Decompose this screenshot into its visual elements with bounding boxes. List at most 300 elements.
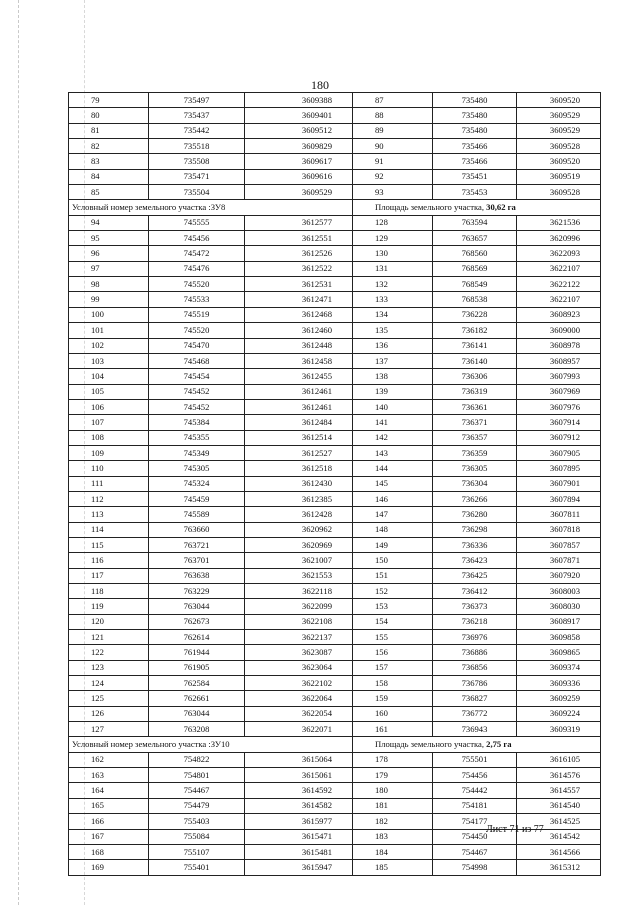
coordinates-table: [68, 92, 601, 876]
y-coordinate-cell: 3612385: [245, 491, 353, 506]
table-row: [69, 445, 601, 460]
y-coordinate-cell: 3614540: [517, 798, 601, 813]
y-coordinate-cell: 3612526: [245, 246, 353, 261]
y-coordinate-cell: 3609529: [517, 123, 601, 138]
point-number-cell: 101: [69, 323, 149, 338]
y-coordinate-cell: 3609865: [517, 645, 601, 660]
table-row: [69, 277, 601, 292]
x-coordinate-cell: 763044: [149, 706, 245, 721]
y-coordinate-cell: 3607871: [517, 553, 601, 568]
point-number-cell: 140: [353, 399, 433, 414]
y-coordinate-cell: 3609528: [517, 185, 601, 200]
y-coordinate-cell: 3609401: [245, 108, 353, 123]
table-row: [69, 139, 601, 154]
margin-line-left: [18, 0, 19, 905]
point-number-cell: 137: [353, 353, 433, 368]
y-coordinate-cell: 3608923: [517, 307, 601, 322]
table-row: [69, 154, 601, 169]
x-coordinate-cell: 745533: [149, 292, 245, 307]
x-coordinate-cell: 736298: [433, 522, 517, 537]
x-coordinate-cell: 745476: [149, 261, 245, 276]
point-number-cell: 158: [353, 676, 433, 691]
y-coordinate-cell: 3622093: [517, 246, 601, 261]
y-coordinate-cell: 3609374: [517, 660, 601, 675]
point-number-cell: 126: [69, 706, 149, 721]
x-coordinate-cell: 735480: [433, 108, 517, 123]
x-coordinate-cell: 735466: [433, 154, 517, 169]
parcel-area-label: [353, 200, 601, 215]
table-row: [69, 461, 601, 476]
x-coordinate-cell: 745324: [149, 476, 245, 491]
point-number-cell: 168: [69, 844, 149, 859]
point-number-cell: 116: [69, 553, 149, 568]
table-row: [69, 783, 601, 798]
point-number-cell: 106: [69, 399, 149, 414]
x-coordinate-cell: 736319: [433, 384, 517, 399]
point-number-cell: 138: [353, 369, 433, 384]
table-row: [69, 599, 601, 614]
y-coordinate-cell: 3612461: [245, 384, 353, 399]
y-coordinate-cell: 3614566: [517, 844, 601, 859]
x-coordinate-cell: 736280: [433, 507, 517, 522]
table-row: [69, 338, 601, 353]
point-number-cell: 149: [353, 537, 433, 552]
point-number-cell: 142: [353, 430, 433, 445]
table-row: [69, 768, 601, 783]
parcel-area-caption: Площадь земельного участка,: [375, 202, 487, 213]
y-coordinate-cell: 3615061: [245, 768, 353, 783]
x-coordinate-cell: 736373: [433, 599, 517, 614]
point-number-cell: 100: [69, 307, 149, 322]
table-row: [69, 706, 601, 721]
table-row: [69, 108, 601, 123]
point-number-cell: 180: [353, 783, 433, 798]
table-row: [69, 323, 601, 338]
y-coordinate-cell: 3607969: [517, 384, 601, 399]
y-coordinate-cell: 3609336: [517, 676, 601, 691]
point-number-cell: 99: [69, 292, 149, 307]
table-row: [69, 645, 601, 660]
x-coordinate-cell: 763208: [149, 722, 245, 737]
table-row: [69, 415, 601, 430]
table-row: [69, 491, 601, 506]
x-coordinate-cell: 745555: [149, 215, 245, 230]
x-coordinate-cell: 755401: [149, 860, 245, 875]
x-coordinate-cell: 735451: [433, 169, 517, 184]
x-coordinate-cell: 736357: [433, 430, 517, 445]
point-number-cell: 181: [353, 798, 433, 813]
y-coordinate-cell: 3609616: [245, 169, 353, 184]
point-number-cell: 97: [69, 261, 149, 276]
point-number-cell: 184: [353, 844, 433, 859]
point-number-cell: 89: [353, 123, 433, 138]
point-number-cell: 130: [353, 246, 433, 261]
point-number-cell: 122: [69, 645, 149, 660]
point-number-cell: 160: [353, 706, 433, 721]
parcel-number-label: Условный номер земельного участка :ЗУ10: [69, 737, 353, 752]
x-coordinate-cell: 735437: [149, 108, 245, 123]
point-number-cell: 105: [69, 384, 149, 399]
y-coordinate-cell: 3622118: [245, 584, 353, 599]
point-number-cell: 146: [353, 491, 433, 506]
y-coordinate-cell: 3612551: [245, 231, 353, 246]
x-coordinate-cell: 736943: [433, 722, 517, 737]
y-coordinate-cell: 3614592: [245, 783, 353, 798]
y-coordinate-cell: 3623064: [245, 660, 353, 675]
table-row: [69, 123, 601, 138]
x-coordinate-cell: 745519: [149, 307, 245, 322]
x-coordinate-cell: 736141: [433, 338, 517, 353]
point-number-cell: 111: [69, 476, 149, 491]
parcel-area-value: 30,62 га: [486, 202, 516, 213]
y-coordinate-cell: 3622099: [245, 599, 353, 614]
point-number-cell: 131: [353, 261, 433, 276]
section-header-row: [69, 200, 601, 215]
point-number-cell: 132: [353, 277, 433, 292]
y-coordinate-cell: 3614557: [517, 783, 601, 798]
x-coordinate-cell: 754442: [433, 783, 517, 798]
point-number-cell: 118: [69, 584, 149, 599]
x-coordinate-cell: 762614: [149, 630, 245, 645]
y-coordinate-cell: 3622102: [245, 676, 353, 691]
y-coordinate-cell: 3622064: [245, 691, 353, 706]
y-coordinate-cell: 3621007: [245, 553, 353, 568]
x-coordinate-cell: 755403: [149, 814, 245, 829]
x-coordinate-cell: 745589: [149, 507, 245, 522]
point-number-cell: 143: [353, 445, 433, 460]
y-coordinate-cell: 3621536: [517, 215, 601, 230]
y-coordinate-cell: 3612430: [245, 476, 353, 491]
table-row: [69, 537, 601, 552]
point-number-cell: 128: [353, 215, 433, 230]
x-coordinate-cell: 736976: [433, 630, 517, 645]
table-row: [69, 185, 601, 200]
y-coordinate-cell: 3608003: [517, 584, 601, 599]
point-number-cell: 154: [353, 614, 433, 629]
x-coordinate-cell: 745454: [149, 369, 245, 384]
y-coordinate-cell: 3607914: [517, 415, 601, 430]
x-coordinate-cell: 745452: [149, 399, 245, 414]
point-number-cell: 102: [69, 338, 149, 353]
y-coordinate-cell: 3609319: [517, 722, 601, 737]
x-coordinate-cell: 763660: [149, 522, 245, 537]
x-coordinate-cell: 745470: [149, 338, 245, 353]
x-coordinate-cell: 745452: [149, 384, 245, 399]
table-row: [69, 353, 601, 368]
table-row: [69, 722, 601, 737]
table-row: [69, 691, 601, 706]
x-coordinate-cell: 763594: [433, 215, 517, 230]
point-number-cell: 150: [353, 553, 433, 568]
y-coordinate-cell: 3616105: [517, 752, 601, 767]
x-coordinate-cell: 736182: [433, 323, 517, 338]
y-coordinate-cell: 3612577: [245, 215, 353, 230]
point-number-cell: 136: [353, 338, 433, 353]
y-coordinate-cell: 3612461: [245, 399, 353, 414]
parcel-area-label: [353, 737, 601, 752]
y-coordinate-cell: 3615947: [245, 860, 353, 875]
x-coordinate-cell: 736228: [433, 307, 517, 322]
point-number-cell: 135: [353, 323, 433, 338]
point-number-cell: 167: [69, 829, 149, 844]
parcel-number-label: Условный номер земельного участка :ЗУ8: [69, 200, 353, 215]
x-coordinate-cell: 755107: [149, 844, 245, 859]
point-number-cell: 117: [69, 568, 149, 583]
y-coordinate-cell: 3615481: [245, 844, 353, 859]
point-number-cell: 110: [69, 461, 149, 476]
x-coordinate-cell: 736412: [433, 584, 517, 599]
point-number-cell: 183: [353, 829, 433, 844]
table-row: [69, 476, 601, 491]
y-coordinate-cell: 3607905: [517, 445, 601, 460]
table-row: [69, 384, 601, 399]
y-coordinate-cell: 3609520: [517, 154, 601, 169]
x-coordinate-cell: 745468: [149, 353, 245, 368]
x-coordinate-cell: 761905: [149, 660, 245, 675]
x-coordinate-cell: 736140: [433, 353, 517, 368]
y-coordinate-cell: 3615064: [245, 752, 353, 767]
y-coordinate-cell: 3607857: [517, 537, 601, 552]
x-coordinate-cell: 754479: [149, 798, 245, 813]
x-coordinate-cell: 736218: [433, 614, 517, 629]
point-number-cell: 127: [69, 722, 149, 737]
x-coordinate-cell: 768538: [433, 292, 517, 307]
point-number-cell: 112: [69, 491, 149, 506]
x-coordinate-cell: 736361: [433, 399, 517, 414]
parcel-area-caption: Площадь земельного участка,: [375, 739, 487, 750]
x-coordinate-cell: 745349: [149, 445, 245, 460]
y-coordinate-cell: 3614576: [517, 768, 601, 783]
x-coordinate-cell: 745384: [149, 415, 245, 430]
point-number-cell: 104: [69, 369, 149, 384]
x-coordinate-cell: 768569: [433, 261, 517, 276]
coordinates-table-body: [69, 93, 601, 876]
point-number-cell: 109: [69, 445, 149, 460]
table-row: [69, 169, 601, 184]
y-coordinate-cell: 3612458: [245, 353, 353, 368]
y-coordinate-cell: 3612514: [245, 430, 353, 445]
x-coordinate-cell: 745456: [149, 231, 245, 246]
table-row: [69, 630, 601, 645]
x-coordinate-cell: 745472: [149, 246, 245, 261]
point-number-cell: 85: [69, 185, 149, 200]
point-number-cell: 87: [353, 93, 433, 108]
table-row: [69, 798, 601, 813]
point-number-cell: 119: [69, 599, 149, 614]
x-coordinate-cell: 735508: [149, 154, 245, 169]
y-coordinate-cell: 3607894: [517, 491, 601, 506]
table-row: [69, 584, 601, 599]
y-coordinate-cell: 3615312: [517, 860, 601, 875]
y-coordinate-cell: 3607811: [517, 507, 601, 522]
x-coordinate-cell: 745520: [149, 277, 245, 292]
x-coordinate-cell: 736306: [433, 369, 517, 384]
y-coordinate-cell: 3609520: [517, 93, 601, 108]
y-coordinate-cell: 3612471: [245, 292, 353, 307]
y-coordinate-cell: 3615977: [245, 814, 353, 829]
point-number-cell: 169: [69, 860, 149, 875]
point-number-cell: 90: [353, 139, 433, 154]
x-coordinate-cell: 745305: [149, 461, 245, 476]
y-coordinate-cell: 3609259: [517, 691, 601, 706]
x-coordinate-cell: 735480: [433, 123, 517, 138]
y-coordinate-cell: 3622071: [245, 722, 353, 737]
x-coordinate-cell: 754450: [433, 829, 517, 844]
y-coordinate-cell: 3622108: [245, 614, 353, 629]
point-number-cell: 148: [353, 522, 433, 537]
y-coordinate-cell: 3612522: [245, 261, 353, 276]
point-number-cell: 153: [353, 599, 433, 614]
x-coordinate-cell: 763657: [433, 231, 517, 246]
y-coordinate-cell: 3615471: [245, 829, 353, 844]
x-coordinate-cell: 736886: [433, 645, 517, 660]
x-coordinate-cell: 736827: [433, 691, 517, 706]
y-coordinate-cell: 3620996: [517, 231, 601, 246]
point-number-cell: 161: [353, 722, 433, 737]
table-row: [69, 522, 601, 537]
table-row: [69, 93, 601, 108]
y-coordinate-cell: 3609519: [517, 169, 601, 184]
x-coordinate-cell: 763638: [149, 568, 245, 583]
table-row: [69, 369, 601, 384]
point-number-cell: 123: [69, 660, 149, 675]
x-coordinate-cell: 745520: [149, 323, 245, 338]
point-number-cell: 94: [69, 215, 149, 230]
x-coordinate-cell: 754456: [433, 768, 517, 783]
point-number-cell: 147: [353, 507, 433, 522]
y-coordinate-cell: 3608978: [517, 338, 601, 353]
point-number-cell: 159: [353, 691, 433, 706]
point-number-cell: 108: [69, 430, 149, 445]
y-coordinate-cell: 3607901: [517, 476, 601, 491]
table-row: [69, 660, 601, 675]
point-number-cell: 185: [353, 860, 433, 875]
y-coordinate-cell: 3614582: [245, 798, 353, 813]
point-number-cell: 139: [353, 384, 433, 399]
y-coordinate-cell: 3620969: [245, 537, 353, 552]
y-coordinate-cell: 3609528: [517, 139, 601, 154]
x-coordinate-cell: 762661: [149, 691, 245, 706]
section-header-row: [69, 737, 601, 752]
y-coordinate-cell: 3609529: [245, 185, 353, 200]
x-coordinate-cell: 736305: [433, 461, 517, 476]
table-row: [69, 507, 601, 522]
y-coordinate-cell: 3612448: [245, 338, 353, 353]
x-coordinate-cell: 736425: [433, 568, 517, 583]
x-coordinate-cell: 754181: [433, 798, 517, 813]
x-coordinate-cell: 754801: [149, 768, 245, 783]
x-coordinate-cell: 762584: [149, 676, 245, 691]
point-number-cell: 162: [69, 752, 149, 767]
x-coordinate-cell: 736856: [433, 660, 517, 675]
y-coordinate-cell: 3612484: [245, 415, 353, 430]
table-row: [69, 292, 601, 307]
point-number-cell: 133: [353, 292, 433, 307]
x-coordinate-cell: 736423: [433, 553, 517, 568]
y-coordinate-cell: 3607993: [517, 369, 601, 384]
x-coordinate-cell: 735480: [433, 93, 517, 108]
point-number-cell: 82: [69, 139, 149, 154]
y-coordinate-cell: 3622107: [517, 292, 601, 307]
x-coordinate-cell: 745459: [149, 491, 245, 506]
y-coordinate-cell: 3612468: [245, 307, 353, 322]
table-row: [69, 844, 601, 859]
x-coordinate-cell: 754467: [433, 844, 517, 859]
point-number-cell: 134: [353, 307, 433, 322]
x-coordinate-cell: 735442: [149, 123, 245, 138]
point-number-cell: 80: [69, 108, 149, 123]
y-coordinate-cell: 3622054: [245, 706, 353, 721]
point-number-cell: 81: [69, 123, 149, 138]
point-number-cell: 79: [69, 93, 149, 108]
x-coordinate-cell: 735504: [149, 185, 245, 200]
x-coordinate-cell: 768549: [433, 277, 517, 292]
table-row: [69, 246, 601, 261]
page-number: 180: [311, 78, 329, 92]
x-coordinate-cell: 736336: [433, 537, 517, 552]
y-coordinate-cell: 3623087: [245, 645, 353, 660]
y-coordinate-cell: 3607912: [517, 430, 601, 445]
y-coordinate-cell: 3608957: [517, 353, 601, 368]
y-coordinate-cell: 3607895: [517, 461, 601, 476]
x-coordinate-cell: 755084: [149, 829, 245, 844]
point-number-cell: 182: [353, 814, 433, 829]
x-coordinate-cell: 754822: [149, 752, 245, 767]
x-coordinate-cell: 735471: [149, 169, 245, 184]
x-coordinate-cell: 761944: [149, 645, 245, 660]
y-coordinate-cell: 3621553: [245, 568, 353, 583]
point-number-cell: 178: [353, 752, 433, 767]
x-coordinate-cell: 736266: [433, 491, 517, 506]
x-coordinate-cell: 754998: [433, 860, 517, 875]
point-number-cell: 166: [69, 814, 149, 829]
table-row: [69, 261, 601, 276]
y-coordinate-cell: 3612518: [245, 461, 353, 476]
table-row: [69, 430, 601, 445]
x-coordinate-cell: 735453: [433, 185, 517, 200]
table-row: [69, 676, 601, 691]
table-row: [69, 215, 601, 230]
point-number-cell: 151: [353, 568, 433, 583]
y-coordinate-cell: 3612460: [245, 323, 353, 338]
y-coordinate-cell: 3608917: [517, 614, 601, 629]
point-number-cell: 91: [353, 154, 433, 169]
y-coordinate-cell: 3609858: [517, 630, 601, 645]
point-number-cell: 114: [69, 522, 149, 537]
point-number-cell: 95: [69, 231, 149, 246]
point-number-cell: 145: [353, 476, 433, 491]
point-number-cell: 107: [69, 415, 149, 430]
y-coordinate-cell: 3612531: [245, 277, 353, 292]
sheet-footer: Лист 71 из 77: [486, 824, 544, 835]
point-number-cell: 144: [353, 461, 433, 476]
point-number-cell: 84: [69, 169, 149, 184]
table-row: [69, 231, 601, 246]
y-coordinate-cell: 3607920: [517, 568, 601, 583]
point-number-cell: 113: [69, 507, 149, 522]
point-number-cell: 93: [353, 185, 433, 200]
y-coordinate-cell: 3609000: [517, 323, 601, 338]
y-coordinate-cell: 3609388: [245, 93, 353, 108]
x-coordinate-cell: 736304: [433, 476, 517, 491]
x-coordinate-cell: 762673: [149, 614, 245, 629]
y-coordinate-cell: 3622137: [245, 630, 353, 645]
point-number-cell: 129: [353, 231, 433, 246]
point-number-cell: 120: [69, 614, 149, 629]
y-coordinate-cell: 3609512: [245, 123, 353, 138]
point-number-cell: 141: [353, 415, 433, 430]
point-number-cell: 165: [69, 798, 149, 813]
